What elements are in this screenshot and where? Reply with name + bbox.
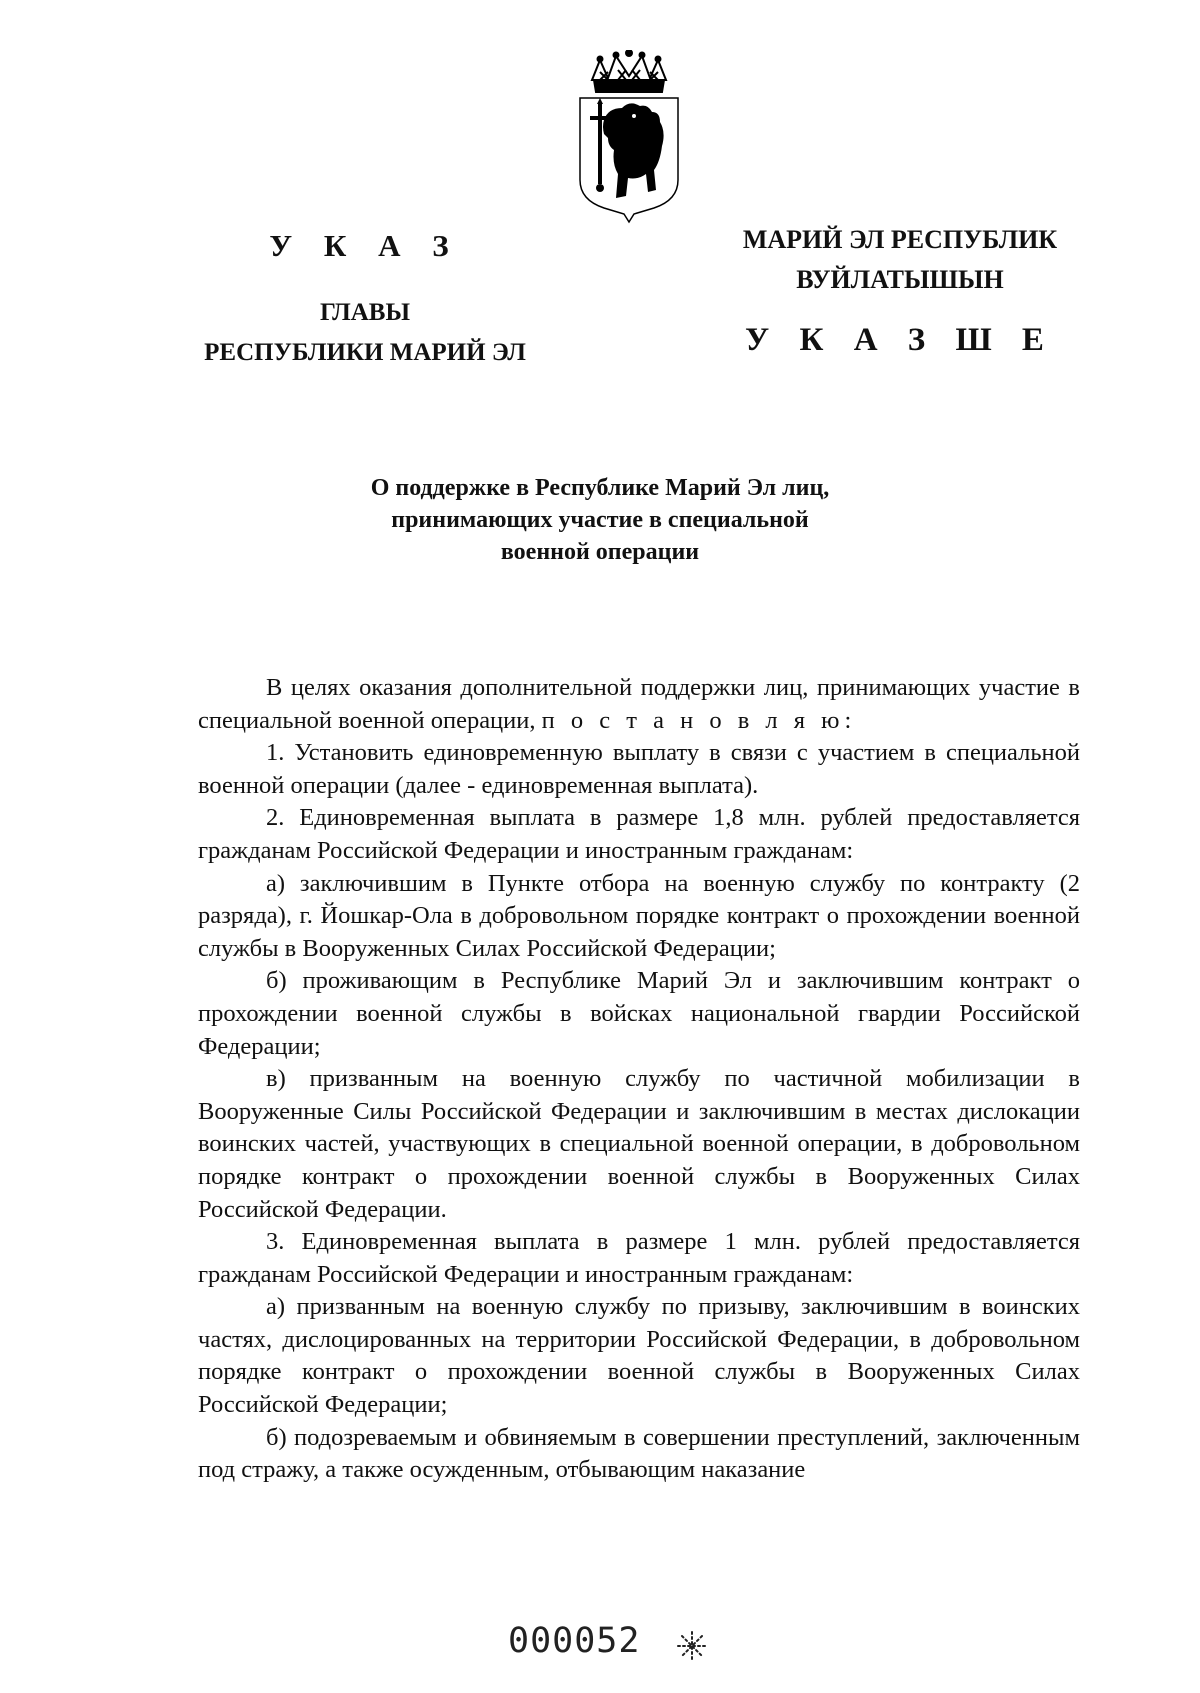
decree-title-mari: У К А З Ш Е (745, 322, 1055, 358)
clause-2a: а) заключившим в Пункте отбора на военную службу по контракту (2 разряда), г. Йошкар-Ола в добровольном порядке контракт о прохождении военной службы в Вооруженных Силах Российской Федерации; (198, 869, 1080, 962)
preamble-paragraph (198, 672, 1080, 737)
title-line-2: принимающих участие в специальной (391, 507, 809, 533)
clause-3a: а) призванным на военную службу по призыву, заключившим в воинских частях, дислоцированных на территории Российской Федерации, в добровольном порядке контракт о прохождении военной службы в Вооруженных Силах Российской Федерации; (198, 1293, 1080, 1419)
decree-word: п о с т а н о в л я ю: (541, 706, 857, 734)
title-line-3: военной операции (500, 539, 700, 565)
decree-body (198, 672, 1080, 1487)
clause-2b: б) проживающим в Республике Марий Эл и заключившим контракт о прохождении военной службы в войсках национальной гвардии Российской Федерации; (198, 967, 1080, 1060)
issuer-ru (170, 293, 560, 373)
clause-3b: б) подозреваемым и обвиняемым в совершении преступлений, заключенным под стражу, а также осужденным, отбывающим наказание (198, 1423, 1080, 1484)
clause-2c: в) призванным на военную службу по частичной мобилизации в Вооруженные Силы Российской Федерации и заключившим в местах дислокации воинских частей, участвующих в специальной военной операции, в добровольном порядке контракт о прохождении военной службы в Вооруженных Силах Российской Федерации. (198, 1065, 1080, 1223)
serial-number: 000052 (508, 1621, 641, 1661)
issuer-mari (700, 220, 1100, 300)
decree-subject-title (300, 472, 900, 568)
asterisk-ornament-icon (676, 1630, 708, 1662)
clause-1: 1. Установить единовременную выплату в связи с участием в специальной военной операции (далее - единовременная выплата). (198, 739, 1080, 799)
decree-title-ru: У К А З (269, 228, 461, 263)
title-line-1: О поддержке в Республике Марий Эл лиц, (370, 475, 830, 501)
clause-2: 2. Единовременная выплата в размере 1,8 млн. рублей предоставляется гражданам Российской Федерации и иностранным гражданам: (198, 804, 1080, 864)
issuer-ru-line2: РЕСПУБЛИКИ МАРИЙ ЭЛ (204, 339, 526, 366)
issuer-mari-line1: МАРИЙ ЭЛ РЕСПУБЛИК (742, 225, 1058, 254)
clause-3: 3. Единовременная выплата в размере 1 млн. рублей предоставляется гражданам Российской Федерации и иностранным гражданам: (198, 1228, 1080, 1288)
marii-el-coat-of-arms-icon (574, 50, 684, 230)
preamble-text: В целях оказания дополнительной поддержки лиц, принимающих участие в специальной военной операции, (198, 674, 1080, 734)
issuer-mari-line2: ВУЙЛАТЫШЫН (796, 265, 1004, 294)
issuer-ru-line1: ГЛАВЫ (319, 299, 411, 326)
